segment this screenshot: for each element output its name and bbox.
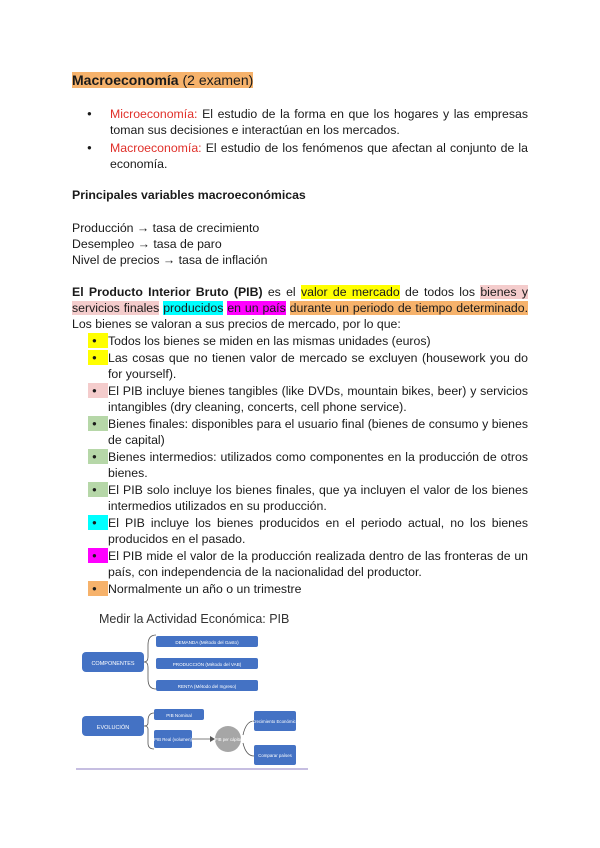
- variable-line: Producción → tasa de crecimiento: [72, 221, 260, 235]
- bullet-marker: [88, 515, 108, 530]
- list-item: [72, 350, 528, 382]
- definition-text: El estudio de la forma en que los hogares y las empresas toman sus decisiones e interactúan en los mercados.: [110, 107, 528, 137]
- brace-bottom: [144, 713, 154, 749]
- diagram-title: Medir la Actividad Económica: PIB: [99, 612, 290, 626]
- box-comparar-label: Comparar países: [258, 753, 292, 758]
- list-item: [72, 449, 528, 481]
- list-item: [72, 416, 528, 448]
- highlight-magenta: en un país: [227, 301, 286, 315]
- box-pib-nominal-label: PIB Nominal: [166, 713, 192, 718]
- bullet-text: Bienes intermedios: utilizados como componentes en la producción de otros bienes.: [108, 450, 528, 480]
- box-crecimiento-label: Crecimiento Económico: [251, 719, 299, 724]
- bullet-marker: [88, 581, 108, 596]
- box-produccion-label: PRODUCCIÓN (Método del VAB): [172, 662, 242, 667]
- bullet-marker: [88, 333, 108, 348]
- bullet-text: Las cosas que no tienen valor de mercado se excluyen (housework you do for yourself).: [108, 351, 528, 381]
- bullet-text: El PIB incluye los bienes producidos en el periodo actual, no los bienes producidos en el pasado.: [108, 516, 528, 546]
- pib-text: Los bienes se valoran a sus precios de mercado, por lo que:: [72, 317, 401, 331]
- highlight-orange: durante un periodo de tiempo determinado.: [289, 301, 529, 315]
- definition-term: Macroeconomía:: [110, 141, 202, 155]
- definitions-list: [72, 106, 528, 174]
- list-item: [72, 548, 528, 580]
- box-renta-label: RENTA (Método del Ingreso): [177, 684, 237, 689]
- box-componentes-label: COMPONENTES: [91, 661, 135, 667]
- list-item: [72, 333, 528, 349]
- list-item: [72, 482, 528, 514]
- highlight-yellow: valor de mercado: [300, 285, 400, 299]
- pib-term: El Producto Interior Bruto (PIB): [72, 285, 263, 299]
- list-item: [72, 581, 528, 597]
- bullet-marker: [88, 350, 108, 365]
- list-item: [72, 515, 528, 547]
- variables-heading: Principales variables macroeconómicas: [72, 188, 306, 202]
- bullet-text: El PIB incluye bienes tangibles (like DVDs, mountain bikes, beer) y servicios intangibles (dry cleaning, concerts, cell phone service).: [108, 384, 528, 414]
- brace-top: [144, 635, 156, 689]
- bullet-marker: [88, 482, 108, 497]
- page-title: [72, 72, 253, 88]
- circle-label: PIB per cápita: [214, 737, 242, 742]
- highlight-cyan: producidos: [163, 301, 224, 315]
- bullet-marker: [88, 383, 108, 398]
- variables-list: [72, 220, 267, 268]
- bullet-text: Bienes finales: disponibles para el usuario final (bienes de consumo y bienes de capital): [108, 417, 528, 447]
- bullet-marker: [88, 449, 108, 464]
- pib-diagram: [72, 605, 317, 775]
- pib-paragraph: [72, 284, 528, 332]
- bullet-text: Todos los bienes se miden en las mismas unidades (euros): [108, 334, 431, 348]
- box-evolucion-label: EVOLUCIÓN: [96, 725, 130, 731]
- pib-bullets: [72, 333, 528, 598]
- bullet-marker: [88, 548, 108, 563]
- title-main: Macroeconomía: [72, 72, 179, 88]
- pib-text: de todos los: [399, 285, 481, 299]
- title-sub: (2 examen): [178, 72, 254, 88]
- variable-line: Nivel de precios → tasa de inflación: [72, 253, 268, 267]
- bullet-text: El PIB mide el valor de la producción realizada dentro de las fronteras de un país, con independencia de la nacionalidad del productor.: [108, 549, 528, 579]
- pib-text: es el: [262, 285, 301, 299]
- bullet-text: El PIB solo incluye los bienes finales, que ya incluyen el valor de los bienes intermedios utilizados en su producción.: [108, 483, 528, 513]
- connector-down: [243, 743, 254, 756]
- highlight-pink: bienes y servicios finales: [72, 285, 528, 315]
- definition-text: El estudio de los fenómenos que afectan al conjunto de la economía.: [110, 141, 528, 171]
- bullet-marker: [88, 416, 108, 431]
- list-item: [72, 106, 528, 138]
- definition-term: Microeconomía:: [110, 107, 198, 121]
- box-pib-real-label: PIB Real (volumen): [153, 737, 193, 742]
- variable-line: Desempleo → tasa de paro: [72, 237, 222, 251]
- list-item: [72, 383, 528, 415]
- box-demanda-label: DEMANDA (Método del Gasto): [175, 640, 239, 645]
- list-item: [72, 140, 528, 172]
- bullet-text: Normalmente un año o un trimestre: [108, 582, 302, 596]
